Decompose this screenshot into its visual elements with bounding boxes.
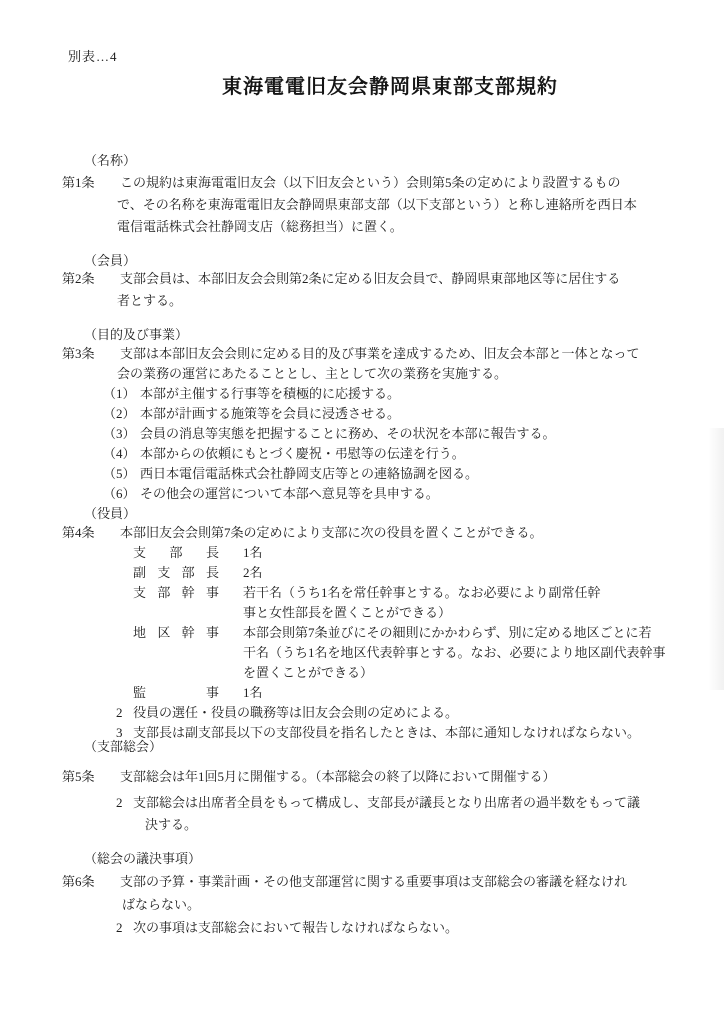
article-2-text: 支部会員は、本部旧友会会則第2条に定める旧友会員で、静岡県東部地区等に居住する	[120, 271, 621, 286]
article-4	[62, 523, 698, 743]
article-6-line: ばならない。	[122, 897, 201, 912]
appendix-note: 別表…4	[68, 49, 118, 64]
article-2-number: 第2条	[62, 271, 95, 286]
article-paragraph	[62, 916, 698, 939]
article-4-text: 本部旧友会会則第7条の定めにより支部に次の役員を置くことができる。	[120, 525, 543, 540]
article-5-line	[62, 766, 698, 788]
paragraph-text: 支部総会は出席者全員をもって構成し、支部長が議長となり出席者の過半数をもって議	[133, 795, 641, 810]
list-item-text: その他会の運営について本部へ意見等を具申する。	[140, 486, 439, 501]
paragraph-number: 2	[116, 920, 123, 935]
list-item-text: 本部が主催する行事等を積極的に応援する。	[140, 386, 401, 401]
article-1-line	[62, 172, 698, 194]
article-paragraph	[62, 703, 698, 723]
article-1-line: 電信電話株式会社静岡支店（総務担当）に置く。	[117, 219, 403, 234]
section-label-members: （会員）	[84, 253, 137, 268]
role-row	[62, 623, 698, 683]
role-row	[62, 543, 698, 563]
section-label-name: （名称）	[84, 153, 137, 168]
list-item	[62, 384, 698, 404]
article-6-line	[62, 870, 698, 893]
list-item	[62, 404, 698, 424]
list-item-number: （5）	[103, 466, 136, 481]
role-title: 支部幹事	[133, 585, 219, 600]
article-4-number: 第4条	[62, 525, 95, 540]
list-item-number: （3）	[103, 426, 136, 441]
article-6-text: 支部の予算・事業計画・その他支部運営に関する重要事項は支部総会の審議を経なけれ	[120, 874, 628, 889]
paragraph-text: 次の事項は支部総会において報告しなければならない。	[133, 920, 459, 935]
role-title: 監事	[133, 685, 219, 700]
article-1-line: で、その名称を東海電電旧友会静岡県東部支部（以下支部という）と称し連絡所を西日本	[117, 197, 637, 212]
article-1-number: 第1条	[62, 175, 95, 190]
paragraph-text: 支部長は副支部長以下の支部役員を指名したときは、本部に通知しなければならない。	[133, 725, 641, 740]
role-count-line: 若干名（うち1名を常任幹事とする。なお必要により副常任幹	[243, 585, 601, 600]
role-count-line: 事と女性部長を置くことができる）	[243, 605, 452, 620]
paragraph-number: 3	[116, 725, 123, 740]
role-count	[243, 623, 666, 683]
role-count: 1名	[243, 545, 263, 560]
list-item-text: 本部からの依頼にもとづく慶祝・弔慰等の伝達を行う。	[140, 446, 465, 461]
article-2	[62, 268, 698, 312]
scan-edge-shadow	[708, 428, 724, 690]
list-item	[62, 444, 698, 464]
role-title: 副支部長	[133, 565, 219, 580]
list-item-number: （6）	[103, 486, 136, 501]
role-count: 2名	[243, 565, 263, 580]
article-6	[62, 870, 698, 939]
section-label-officers: （役員）	[84, 506, 137, 521]
article-5-number: 第5条	[62, 769, 95, 784]
role-title: 地区幹事	[133, 625, 219, 640]
list-item-text: 西日本電信電話株式会社静岡支店等との連絡協調を図る。	[140, 466, 479, 481]
article-2-line: 者とする。	[117, 293, 183, 308]
article-3-text: 支部は本部旧友会会則に定める目的及び事業を達成するため、旧友会本部と一体となって	[120, 346, 640, 361]
article-paragraph	[62, 792, 698, 814]
article-3-line	[62, 344, 698, 364]
role-count-line: 干名（うち1名を地区代表幹事とする。なお、必要により地区副代表幹事	[243, 645, 666, 660]
list-item	[62, 424, 698, 444]
section-label-general-meeting: （支部総会）	[84, 739, 163, 754]
section-label-resolution-items: （総会の議決事項）	[84, 851, 202, 866]
role-row	[62, 683, 698, 703]
article-3-number: 第3条	[62, 346, 95, 361]
article-5-text: 支部総会は年1回5月に開催する。（本部総会の終了以降において開催する）	[120, 769, 556, 784]
article-5	[62, 766, 698, 836]
article-3-line: 会の業務の運営にあたることとし、主として次の業務を実施する。	[117, 366, 508, 381]
article-2-line	[62, 268, 698, 290]
article-1	[62, 172, 698, 238]
paragraph-number: 2	[116, 705, 123, 720]
role-row	[62, 563, 698, 583]
article-4-line	[62, 523, 698, 543]
article-6-number: 第6条	[62, 874, 95, 889]
role-count: 1名	[243, 685, 263, 700]
document-title: 東海電電旧友会静岡県東部支部規約	[222, 76, 558, 98]
list-item-text: 本部が計画する施策等を会員に浸透させる。	[140, 406, 401, 421]
paragraph-text: 役員の選任・役員の職務等は旧友会会則の定めによる。	[133, 705, 459, 720]
paragraph-continuation: 決する。	[145, 817, 198, 832]
list-item	[62, 484, 698, 504]
paragraph-number: 2	[116, 795, 123, 810]
section-label-purpose: （目的及び事業）	[84, 327, 189, 342]
role-title: 支部長	[133, 545, 219, 560]
article-3	[62, 344, 698, 504]
role-count	[243, 583, 601, 623]
list-item	[62, 464, 698, 484]
list-item-text: 会員の消息等実態を把握することに務め、その状況を本部に報告する。	[140, 426, 556, 441]
article-1-text: この規約は東海電電旧友会（以下旧友会という）会則第5条の定めにより設置するもの	[120, 175, 621, 190]
list-item-number: （4）	[103, 446, 136, 461]
list-item-number: （1）	[103, 386, 136, 401]
list-item-number: （2）	[103, 406, 136, 421]
role-row	[62, 583, 698, 623]
role-count-line: 本部会則第7条並びにその細則にかかわらず、別に定める地区ごとに若	[243, 625, 652, 640]
role-count-line: を置くことができる）	[243, 665, 374, 680]
